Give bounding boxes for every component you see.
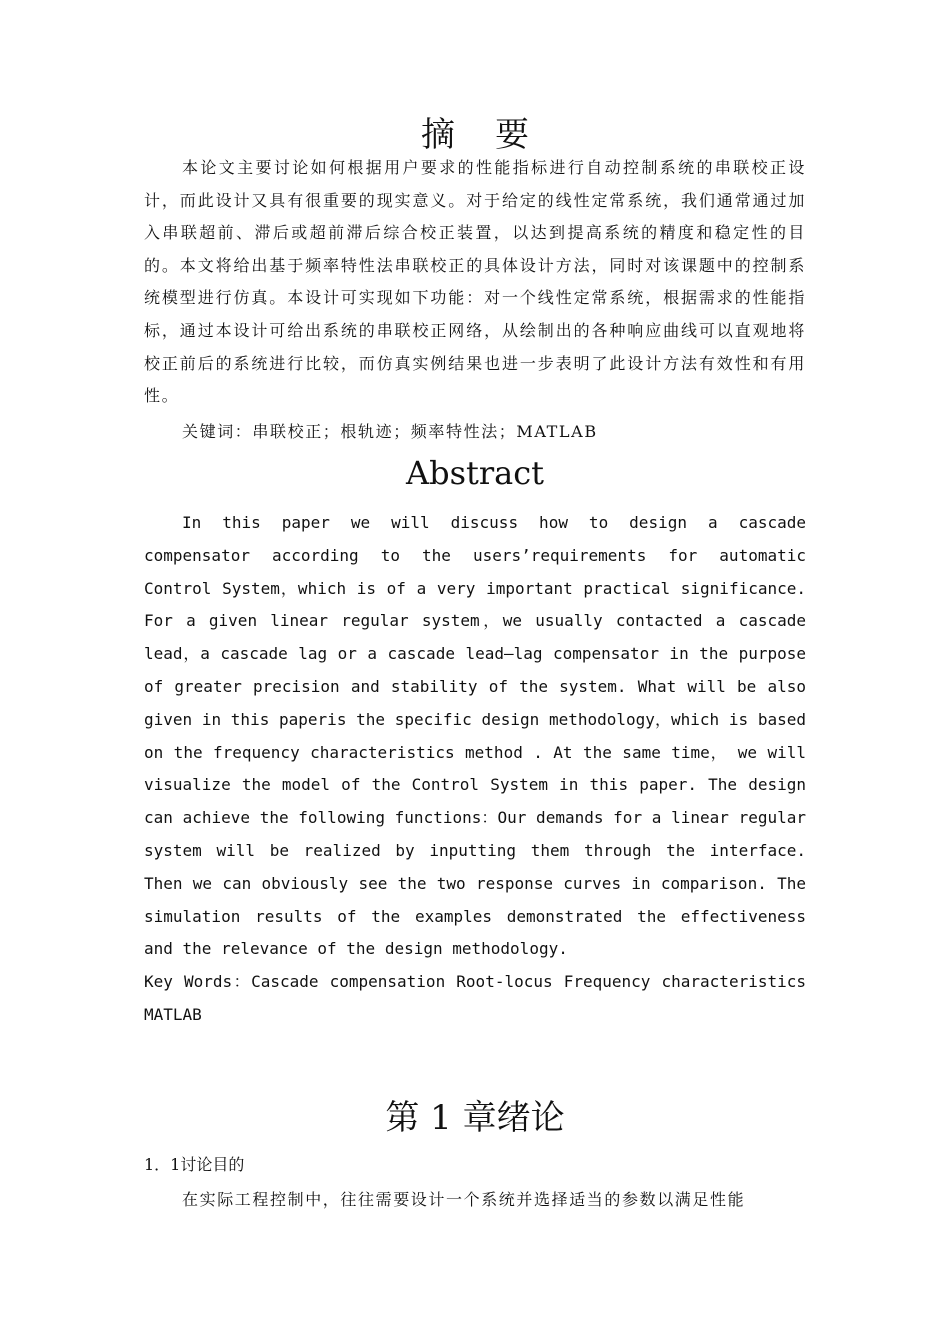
chapter-title: 第 1 章绪论: [385, 1098, 565, 1138]
chapter-first-line: 在实际工程控制中，往往需要设计一个系统并选择适当的参数以满足性能: [182, 1190, 746, 1209]
abstract-en-title: Abstract: [405, 454, 545, 492]
abstract-cn-title: 摘要: [421, 115, 569, 155]
abstract-en-body: In this paper we will discuss how to design a cascade compensator according to the users’requirements for automatic Control System，which is of a very important practical significance. For a given linear regular system，we usually contacted a cascade lead，a cascade lag or a cascade lead—lag compensator in the purpose of greater precision and stability of the system. What will be also given in this paperis the specific design methodology，which is based on the frequency characteristics method . At the same time， we will visualize the model of the Control System in this paper. The design can achieve the following functions：Our demands for a linear regular system will be realized by inputting them through the interface. Then we can obviously see the two response curves in comparison. The simulation results of the examples demonstrated the effectiveness and the relevance of the design methodology.: [144, 513, 807, 959]
abstract-en-keywords: Key Words：Cascade compensation Root-locus Frequency characteristics MATLAB: [144, 972, 806, 1024]
abstract-cn-body: 本论文主要讨论如何根据用户要求的性能指标进行自动控制系统的串联校正设计，而此设计又具有很重要的现实意义。对于给定的线性定常系统，我们通常通过加入串联超前、滞后或超前滞后综合校正装置，以达到提高系统的精度和稳定性的目的。本文将给出基于频率特性法串联校正的具体设计方法，同时对该课题中的控制系统模型进行仿真。本设计可实现如下功能：对一个线性定常系统，根据需求的性能指标，通过本设计可给出系统的串联校正网络，从绘制出的各种响应曲线可以直观地将校正前后的系统进行比较，而仿真实例结果也进一步表明了此设计方法有效性和有用性。: [144, 158, 806, 406]
abstract-cn-keywords: 关键词：串联校正；根轨迹；频率特性法；MATLAB: [182, 422, 598, 441]
section-heading: 1．1讨论目的: [144, 1155, 245, 1174]
